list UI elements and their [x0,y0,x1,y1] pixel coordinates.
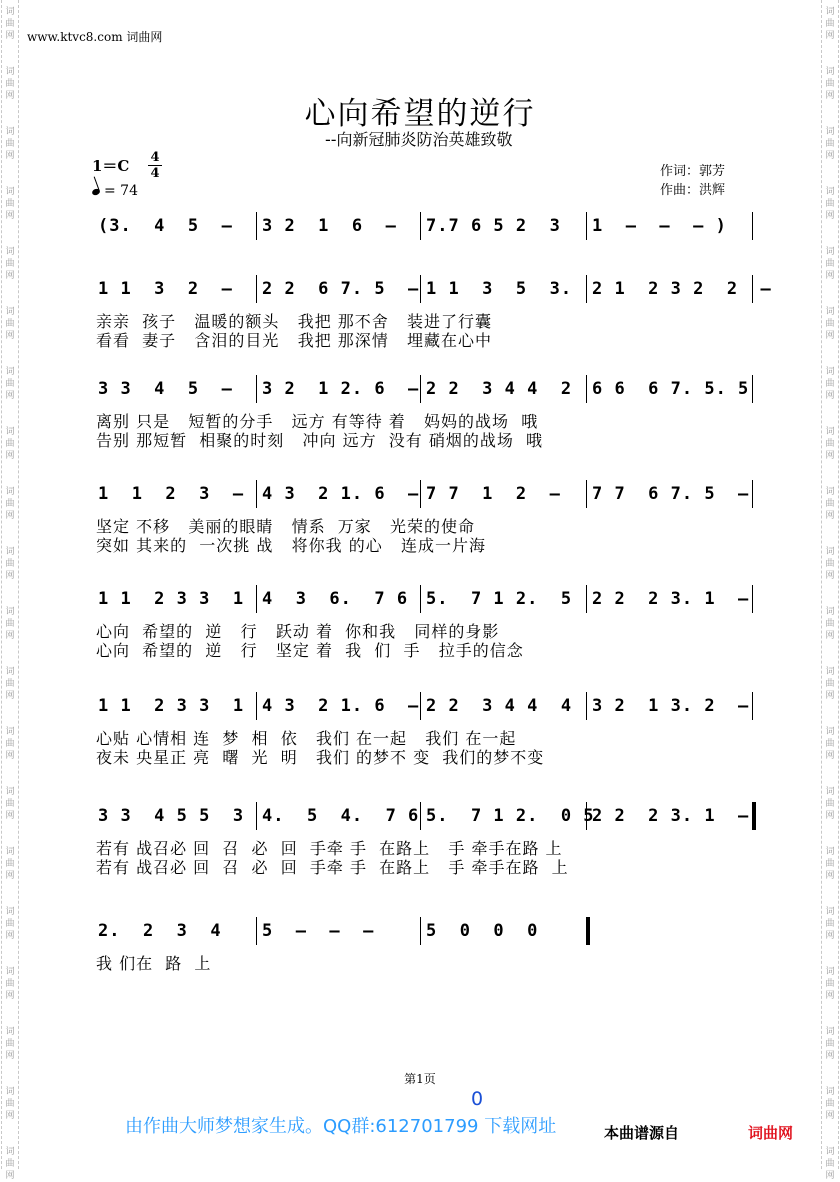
barline [586,212,587,240]
watermark-char: 词 [825,1147,835,1157]
watermark-char: 曲 [5,439,15,449]
watermark-char: 网 [825,631,835,641]
watermark-stack [2,726,18,762]
watermark-char: 曲 [825,919,835,929]
song-subtitle: --向新冠肺炎防治英雄致敬 [325,130,513,149]
watermark-char: 网 [825,1171,835,1181]
lyric-line: 告别 那短暂 相聚的时刻 冲向 远方 没有 硝烟的战场 哦 [96,431,544,450]
watermark-char: 词 [825,607,835,617]
watermark-char: 曲 [825,739,835,749]
barline [586,585,587,613]
watermark-stack [2,6,18,42]
watermark-char: 曲 [5,259,15,269]
watermark-char: 网 [5,451,15,461]
watermark-stack [822,546,838,582]
watermark-char: 曲 [825,1039,835,1049]
watermark-char: 曲 [825,619,835,629]
watermark-char: 曲 [825,319,835,329]
measure-notes: 1 1 2 3 3 1 [98,696,245,716]
watermark-char: 曲 [5,619,15,629]
watermark-char: 词 [5,67,15,77]
barline [586,692,587,720]
barline [586,375,587,403]
watermark-char: 网 [825,511,835,521]
composer: 作曲：洪辉 [660,183,726,198]
watermark-char: 词 [5,247,15,257]
watermark-char: 词 [825,487,835,497]
watermark-char: 网 [825,391,835,401]
watermark-char: 词 [825,1087,835,1097]
barline [420,212,421,240]
watermark-char: 网 [5,631,15,641]
watermark-char: 曲 [825,979,835,989]
watermark-stack [2,906,18,942]
barline [420,692,421,720]
measure-notes: (3. 4 5 – [98,216,233,236]
tempo-value: = 74 [104,183,138,199]
watermark-stack [2,846,18,882]
watermark-stack [2,666,18,702]
watermark-char: 曲 [5,739,15,749]
watermark-char: 网 [5,91,15,101]
barline [752,212,753,240]
watermark-char: 曲 [825,679,835,689]
footer-source-label: 本曲谱源自 [604,1124,680,1142]
watermark-char: 词 [825,247,835,257]
watermark-char: 词 [5,7,15,17]
watermark-stack [822,906,838,942]
measure-notes: 1 1 2 3 3 1 [98,589,245,609]
watermark-char: 曲 [825,859,835,869]
watermark-char: 曲 [5,1039,15,1049]
watermark-char: 网 [5,1111,15,1121]
barline [256,275,257,303]
barline [420,917,421,945]
watermark-char: 曲 [825,19,835,29]
watermark-char: 网 [5,1171,15,1181]
watermark-stack [2,786,18,822]
watermark-stack [822,1146,838,1182]
barline [420,480,421,508]
watermark-char: 网 [825,571,835,581]
watermark-char: 词 [5,667,15,677]
footer-source-site: 词曲网 [748,1124,794,1142]
watermark-char: 词 [825,847,835,857]
watermark-char: 曲 [5,979,15,989]
lyric-line: 心向 希望的 逆 行 跃动 着 你和我 同样的身影 [96,622,500,641]
watermark-char: 词 [825,727,835,737]
watermark-char: 曲 [5,199,15,209]
measure-notes: 3 2 1 2. 6 – [262,379,420,399]
watermark-char: 网 [5,151,15,161]
watermark-stack [2,606,18,642]
watermark-stack [822,726,838,762]
watermark-char: 词 [5,487,15,497]
watermark-char: 词 [825,187,835,197]
barline [752,585,753,613]
watermark-char: 曲 [825,1099,835,1109]
watermark-char: 词 [5,847,15,857]
measure-notes: 4 3 6. 7 6 [262,589,409,609]
watermark-stack [2,1146,18,1182]
barline [752,692,753,720]
watermark-char: 网 [825,931,835,941]
time-signature [148,151,162,180]
measure-notes: 4 3 2 1. 6 – [262,484,420,504]
barline [752,375,753,403]
barline [420,585,421,613]
watermark-char: 词 [825,967,835,977]
time-signature-bottom: 4 [150,166,160,181]
watermark-char: 网 [825,91,835,101]
measure-notes: 2 2 6 7. 5 – [262,279,420,299]
watermark-char: 词 [825,367,835,377]
watermark-stack [822,606,838,642]
watermark-char: 网 [5,751,15,761]
footer-generator-text: 由作曲大师梦想家生成。QQ群:612701799 下载网址 [125,1116,557,1137]
watermark-char: 曲 [825,199,835,209]
watermark-char: 网 [5,991,15,1001]
watermark-char: 曲 [5,859,15,869]
left-watermark-strip [1,0,19,1181]
watermark-char: 曲 [825,1159,835,1169]
right-watermark-strip [821,0,839,1181]
watermark-char: 词 [825,427,835,437]
measure-notes: 4 3 2 1. 6 – [262,696,420,716]
key-signature: 1＝C [92,157,130,175]
watermark-stack [2,966,18,1002]
watermark-stack [822,246,838,282]
watermark-stack [822,486,838,522]
barline [256,480,257,508]
watermark-char: 词 [5,967,15,977]
watermark-char: 网 [825,211,835,221]
watermark-char: 网 [5,871,15,881]
watermark-char: 曲 [825,799,835,809]
watermark-char: 曲 [5,679,15,689]
watermark-stack [2,246,18,282]
measure-notes: 1 1 3 2 – [98,279,233,299]
watermark-char: 曲 [5,1099,15,1109]
watermark-char: 网 [825,811,835,821]
measure-notes: 7.7 6 5 2 3 [426,216,561,236]
watermark-stack [2,486,18,522]
watermark-char: 网 [5,31,15,41]
watermark-char: 网 [825,151,835,161]
lyric-line: 若有 战召必 回 召 必 回 手牵 手 在路上 手 牵手在路 上 [96,839,563,858]
watermark-char: 曲 [5,319,15,329]
watermark-char: 词 [5,907,15,917]
measure-notes: 2 2 2 3. 1 –: [592,806,761,826]
watermark-stack [822,666,838,702]
measure-notes: 3 3 4 5 5 3 [98,806,245,826]
watermark-char: 网 [825,31,835,41]
watermark-char: 网 [5,511,15,521]
lyric-line: 若有 战召必 回 召 必 回 手牵 手 在路上 手 牵手在路 上 [96,858,569,877]
watermark-stack [822,6,838,42]
measure-notes: 7 7 6 7. 5 – [592,484,750,504]
watermark-char: 网 [825,331,835,341]
watermark-char: 网 [825,751,835,761]
lyric-line: 离别 只是 短暂的分手 远方 有等待 着 妈妈的战场 哦 [96,412,539,431]
lyric-line: 我 们在 路 上 [96,954,212,973]
watermark-stack [822,366,838,402]
watermark-char: 词 [5,367,15,377]
watermark-char: 曲 [5,19,15,29]
watermark-stack [2,306,18,342]
measure-notes: 3 2 1 6 – [262,216,397,236]
watermark-char: 网 [5,391,15,401]
barline [256,692,257,720]
watermark-char: 曲 [825,259,835,269]
watermark-char: 网 [5,1051,15,1061]
lyric-line: 心贴 心情相 连 梦 相 依 我们 在一起 我们 在一起 [96,729,517,748]
watermark-stack [822,306,838,342]
watermark-char: 网 [5,211,15,221]
watermark-stack [2,1026,18,1062]
watermark-char: 曲 [825,79,835,89]
lyric-line: 突如 其来的 一次挑 战 将你我 的心 连成一片海 [96,536,486,555]
watermark-char: 网 [825,451,835,461]
watermark-stack [822,846,838,882]
measure-notes: 1 – – – ) [592,216,727,236]
lyric-line: 看看 妻子 含泪的目光 我把 那深情 埋藏在心中 [96,331,493,350]
lyricist: 作词：郭芳 [660,164,726,179]
watermark-char: 网 [5,571,15,581]
watermark-char: 曲 [5,499,15,509]
measure-notes: 4. 5 4. 7 6 [262,806,420,826]
measure-notes: 2 2 3 4 4 4 [426,696,573,716]
quarter-note-icon [91,188,101,196]
watermark-char: 词 [5,1027,15,1037]
measure-notes: 1 1 3 5 3. [426,279,573,299]
watermark-char: 词 [5,1147,15,1157]
lyric-line: 夜未 央星正 亮 曙 光 明 我们 的梦不 变 我们的梦不变 [96,748,545,767]
measure-notes: 3 3 4 5 – [98,379,233,399]
watermark-char: 曲 [5,379,15,389]
measure-notes: 2 2 2 3. 1 – [592,589,750,609]
watermark-char: 词 [5,427,15,437]
footer-zero: 0 [471,1088,484,1110]
watermark-char: 词 [825,1027,835,1037]
measure-notes: 7 7 1 2 – [426,484,561,504]
watermark-stack [822,1026,838,1062]
watermark-char: 曲 [825,559,835,569]
watermark-stack [2,186,18,222]
barline [256,802,257,830]
barline [256,917,257,945]
watermark-char: 曲 [5,559,15,569]
lyric-line: 亲亲 孩子 温暖的额头 我把 那不舍 装进了行囊 [96,312,493,331]
watermark-char: 网 [5,691,15,701]
measure-notes: 3 2 1 3. 2 – [592,696,750,716]
watermark-char: 网 [825,1111,835,1121]
watermark-char: 曲 [5,79,15,89]
watermark-stack [2,366,18,402]
barline [586,275,587,303]
watermark-char: 词 [825,547,835,557]
measure-notes: 5 0 0 0 [426,921,539,941]
watermark-char: 网 [825,271,835,281]
site-header: www.ktvc8.com 词曲网 [27,30,163,44]
barline [420,375,421,403]
watermark-char: 曲 [5,139,15,149]
measure-notes: 5. 7 1 2. 5 [426,589,573,609]
measure-notes: 2 1 2 3 2 2 – [592,279,772,299]
watermark-stack [2,426,18,462]
watermark-char: 网 [825,691,835,701]
watermark-char: 词 [5,727,15,737]
barline [256,212,257,240]
watermark-char: 词 [825,307,835,317]
watermark-stack [822,786,838,822]
watermark-char: 词 [5,547,15,557]
watermark-char: 网 [5,811,15,821]
watermark-char: 网 [5,331,15,341]
measure-notes: 5 – – – [262,921,375,941]
watermark-char: 词 [825,787,835,797]
watermark-char: 词 [825,667,835,677]
watermark-char: 词 [5,607,15,617]
watermark-char: 词 [825,907,835,917]
watermark-stack [822,426,838,462]
barline [420,275,421,303]
watermark-char: 词 [5,1087,15,1097]
watermark-char: 词 [5,127,15,137]
watermark-char: 曲 [825,439,835,449]
watermark-stack [2,546,18,582]
watermark-char: 网 [825,1051,835,1061]
watermark-char: 曲 [825,499,835,509]
barline [752,480,753,508]
song-title: 心向希望的逆行 [304,96,536,132]
tempo-mark [92,183,138,199]
watermark-stack [822,1086,838,1122]
measure-notes: 2. 2 3 4 [98,921,222,941]
measure-notes: 5. 7 1 2. 0 5 [426,806,595,826]
watermark-char: 网 [825,991,835,1001]
time-signature-top: 4 [150,150,160,165]
lyric-line: 坚定 不移 美丽的眼睛 情系 万家 光荣的使命 [96,517,476,536]
measure-notes: 1 1 2 3 – [98,484,245,504]
page-number: 第1页 [404,1072,436,1086]
barline [586,480,587,508]
watermark-stack [822,966,838,1002]
watermark-char: 曲 [825,379,835,389]
lyric-line: 心向 希望的 逆 行 坚定 着 我 们 手 拉手的信念 [96,641,524,660]
barline [586,917,590,945]
measure-notes: 2 2 3 4 4 2 [426,379,573,399]
watermark-char: 曲 [825,139,835,149]
watermark-char: 网 [825,871,835,881]
watermark-char: 词 [825,7,835,17]
barline [256,585,257,613]
watermark-char: 词 [5,307,15,317]
watermark-char: 词 [5,787,15,797]
watermark-char: 网 [5,271,15,281]
watermark-char: 曲 [5,799,15,809]
watermark-char: 曲 [5,1159,15,1169]
measure-notes: 6 6 6 7. 5. 5 [592,379,750,399]
watermark-char: 词 [825,67,835,77]
watermark-char: 词 [5,187,15,197]
watermark-char: 词 [825,127,835,137]
barline [256,375,257,403]
watermark-stack [822,186,838,222]
barline [420,802,421,830]
watermark-stack [2,1086,18,1122]
watermark-char: 网 [5,931,15,941]
watermark-char: 曲 [5,919,15,929]
